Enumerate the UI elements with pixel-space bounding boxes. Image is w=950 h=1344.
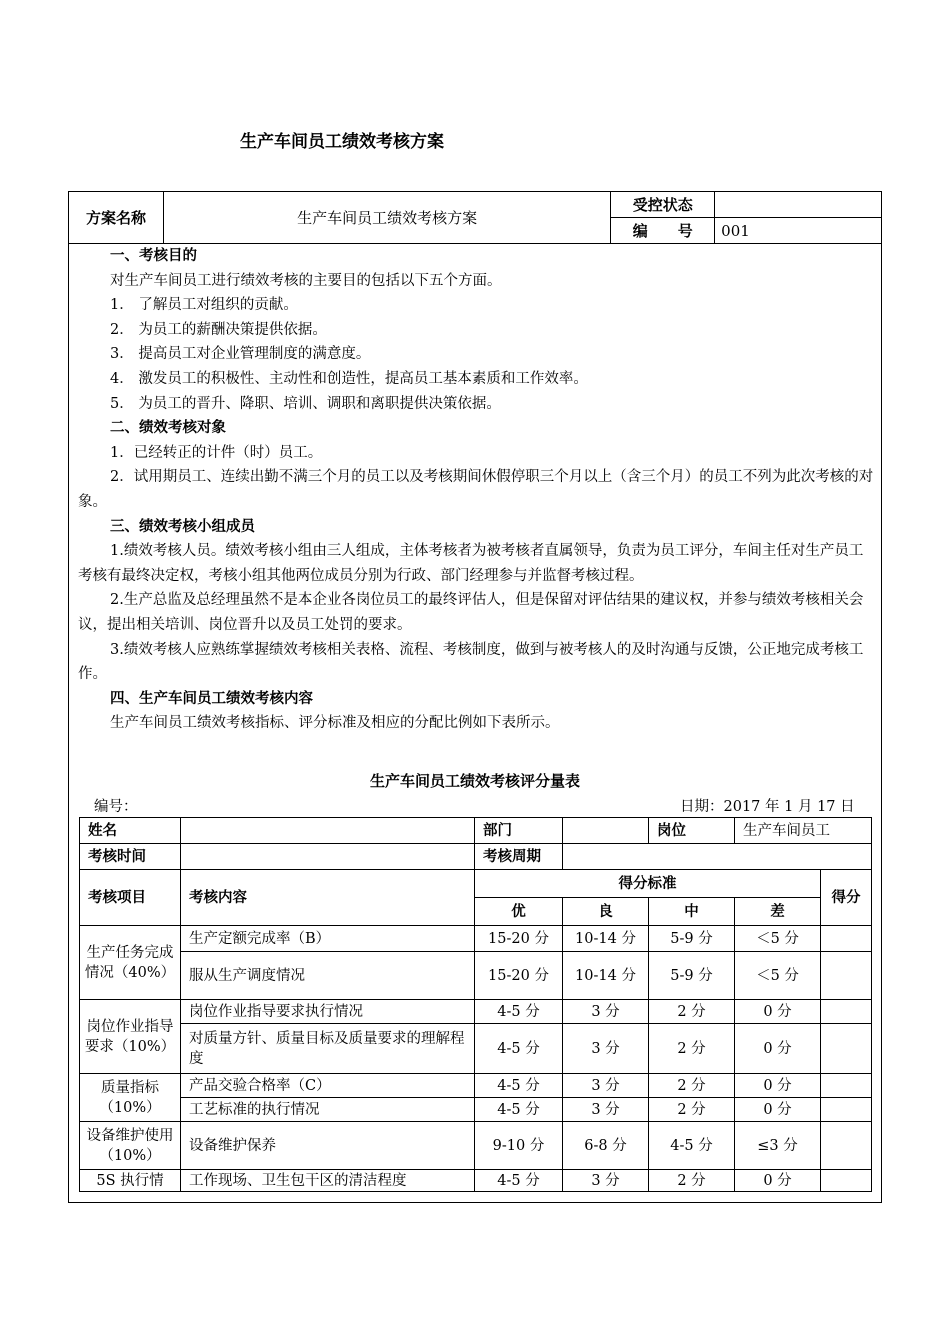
document-title: 生产车间员工绩效考核方案 bbox=[240, 132, 444, 152]
table-row bbox=[80, 1074, 872, 1098]
score-standard-cell: 15-20 分 bbox=[475, 926, 563, 952]
section-3-item: 2.生产总监及总经理虽然不是本企业各岗位员工的最终评估人，但是保留对评估结果的建议权，并参与绩效考核相关会议，提出相关培训、岗位晋升以及员工处罚的要求。 bbox=[78, 592, 864, 633]
name-label: 姓名 bbox=[80, 818, 181, 844]
table-row bbox=[80, 1170, 872, 1192]
assessment-content: 对质量方针、质量目标及质量要求的理解程度 bbox=[181, 1024, 475, 1074]
assessment-item: 生产任务完成情况（40%） bbox=[80, 926, 181, 1000]
col-content-header: 考核内容 bbox=[181, 870, 475, 926]
assessment-content: 服从生产调度情况 bbox=[181, 952, 475, 1000]
score-standard-cell: 2 分 bbox=[649, 1170, 735, 1192]
score-standard-cell: 10-14 分 bbox=[563, 952, 649, 1000]
score-value-cell bbox=[821, 1098, 872, 1122]
section-3-item: 1.绩效考核人员。绩效考核小组由三人组成，主体考核者为被考核者直属领导，负责为员工评分，车间主任对生产员工考核有最终决定权，考核小组其他两位成员分别为行政、部门经理参与并监督考核过程。 bbox=[78, 543, 864, 584]
score-value-cell bbox=[821, 1000, 872, 1024]
score-standard-cell: 5-9 分 bbox=[649, 952, 735, 1000]
time-label: 考核时间 bbox=[80, 844, 181, 870]
section-1-intro: 对生产车间员工进行绩效考核的主要目的包括以下五个方面。 bbox=[110, 272, 502, 289]
assessment-content: 岗位作业指导要求执行情况 bbox=[181, 1000, 475, 1024]
assessment-item: 质量指标（10%） bbox=[80, 1074, 181, 1122]
period-value bbox=[563, 844, 872, 870]
plan-body bbox=[78, 244, 876, 736]
assessment-content: 产品交验合格率（C） bbox=[181, 1074, 475, 1098]
score-standard-cell: 0 分 bbox=[735, 1170, 821, 1192]
assessment-content: 生产定额完成率（B） bbox=[181, 926, 475, 952]
score-standard-cell: 4-5 分 bbox=[475, 1170, 563, 1192]
grade-good: 良 bbox=[563, 898, 649, 926]
time-value bbox=[181, 844, 475, 870]
score-value-cell bbox=[821, 1122, 872, 1170]
table-row bbox=[80, 1024, 872, 1074]
section-1-title: 一、考核目的 bbox=[110, 248, 197, 264]
assessment-item: 5S 执行情 bbox=[80, 1170, 181, 1192]
grade-excellent: 优 bbox=[475, 898, 563, 926]
score-value-cell bbox=[821, 926, 872, 952]
section-1-item: 3． 提高员工对企业管理制度的满意度。 bbox=[110, 346, 371, 363]
name-value bbox=[181, 818, 475, 844]
post-label: 岗位 bbox=[649, 818, 735, 844]
score-value-cell bbox=[821, 952, 872, 1000]
assessment-content: 工作现场、卫生包干区的清洁程度 bbox=[181, 1170, 475, 1192]
section-4-title: 四、生产车间员工绩效考核内容 bbox=[110, 690, 313, 707]
assessment-item: 设备维护使用（10%） bbox=[80, 1122, 181, 1170]
post-value: 生产车间员工 bbox=[735, 818, 872, 844]
assessment-content: 设备维护保养 bbox=[181, 1122, 475, 1170]
score-standard-cell: 6-8 分 bbox=[563, 1122, 649, 1170]
score-standard-cell: 2 分 bbox=[649, 1074, 735, 1098]
section-3-item: 3.绩效考核人应熟练掌握绩效考核相关表格、流程、考核制度，做到与被考核人的及时沟通与反馈，公正地完成考核工作。 bbox=[78, 641, 864, 683]
score-standard-cell: 4-5 分 bbox=[475, 1000, 563, 1024]
score-standard-cell: 0 分 bbox=[735, 1074, 821, 1098]
assessment-content: 工艺标准的执行情况 bbox=[181, 1098, 475, 1122]
section-2-title: 二、绩效考核对象 bbox=[110, 420, 226, 437]
plan-name-label: 方案名称 bbox=[69, 192, 164, 244]
score-standard-cell: 4-5 分 bbox=[649, 1122, 735, 1170]
score-value-cell bbox=[821, 1074, 872, 1098]
score-standard-cell: 0 分 bbox=[735, 1000, 821, 1024]
col-item-header: 考核项目 bbox=[80, 870, 181, 926]
score-standard-cell: 4-5 分 bbox=[475, 1074, 563, 1098]
section-3-title: 三、绩效考核小组成员 bbox=[110, 518, 255, 535]
plan-name-value: 生产车间员工绩效考核方案 bbox=[163, 192, 610, 244]
score-value-cell bbox=[821, 1170, 872, 1192]
score-standard-cell: 2 分 bbox=[649, 1098, 735, 1122]
section-1-item: 2． 为员工的薪酬决策提供依据。 bbox=[110, 321, 327, 338]
score-standard-cell: 4-5 分 bbox=[475, 1098, 563, 1122]
score-standard-cell: 2 分 bbox=[649, 1000, 735, 1024]
control-status-value bbox=[715, 192, 882, 218]
score-table-date: 日期：2017 年 1 月 17 日 bbox=[680, 799, 855, 815]
col-standard-header: 得分标准 bbox=[475, 870, 821, 898]
table-row bbox=[80, 1098, 872, 1122]
score-standard-cell: 3 分 bbox=[563, 1170, 649, 1192]
section-1-item: 5． 为员工的晋升、降职、培训、调职和离职提供决策依据。 bbox=[110, 395, 501, 412]
score-standard-cell: ＜5 分 bbox=[735, 926, 821, 952]
number-label: 编 号 bbox=[611, 218, 715, 244]
score-standard-cell: 3 分 bbox=[563, 1000, 649, 1024]
score-value-cell bbox=[821, 1024, 872, 1074]
score-standard-cell: 5-9 分 bbox=[649, 926, 735, 952]
table-row bbox=[80, 926, 872, 952]
score-standard-cell: 9-10 分 bbox=[475, 1122, 563, 1170]
score-standard-cell: 3 分 bbox=[563, 1024, 649, 1074]
col-score-header: 得分 bbox=[821, 870, 872, 926]
section-4-intro: 生产车间员工绩效考核指标、评分标准及相应的分配比例如下表所示。 bbox=[110, 715, 560, 732]
table-row bbox=[80, 1122, 872, 1170]
section-2-item: 2．试用期员工、连续出勤不满三个月的员工以及考核期间休假停职三个月以上（含三个月）的员工不列为此次考核的对象。 bbox=[78, 469, 874, 510]
score-standard-cell: 4-5 分 bbox=[475, 1024, 563, 1074]
table-row bbox=[80, 1000, 872, 1024]
assessment-item: 岗位作业指导要求（10%） bbox=[80, 1000, 181, 1074]
grade-medium: 中 bbox=[649, 898, 735, 926]
score-standard-cell: 0 分 bbox=[735, 1024, 821, 1074]
dept-value bbox=[563, 818, 649, 844]
section-1-item: 4． 激发员工的积极性、主动性和创造性，提高员工基本素质和工作效率。 bbox=[110, 370, 588, 387]
score-standard-cell: 3 分 bbox=[563, 1098, 649, 1122]
score-standard-cell: ≤3 分 bbox=[735, 1122, 821, 1170]
number-value: 001 bbox=[715, 218, 882, 244]
score-standard-cell: 10-14 分 bbox=[563, 926, 649, 952]
score-table bbox=[79, 817, 872, 1192]
control-status-label: 受控状态 bbox=[611, 192, 715, 218]
section-1-item: 1． 了解员工对组织的贡献。 bbox=[110, 297, 298, 314]
score-standard-cell: 0 分 bbox=[735, 1098, 821, 1122]
dept-label: 部门 bbox=[475, 818, 563, 844]
grade-poor: 差 bbox=[735, 898, 821, 926]
score-standard-cell: ＜5 分 bbox=[735, 952, 821, 1000]
score-table-title: 生产车间员工绩效考核评分量表 bbox=[369, 772, 580, 790]
plan-header-table bbox=[68, 191, 882, 244]
score-standard-cell: 2 分 bbox=[649, 1024, 735, 1074]
score-standard-cell: 15-20 分 bbox=[475, 952, 563, 1000]
section-2-item: 1．已经转正的计件（时）员工。 bbox=[110, 444, 323, 461]
score-standard-cell: 3 分 bbox=[563, 1074, 649, 1098]
table-row bbox=[80, 952, 872, 1000]
period-label: 考核周期 bbox=[475, 844, 563, 870]
score-table-number: 编号： bbox=[94, 799, 138, 815]
